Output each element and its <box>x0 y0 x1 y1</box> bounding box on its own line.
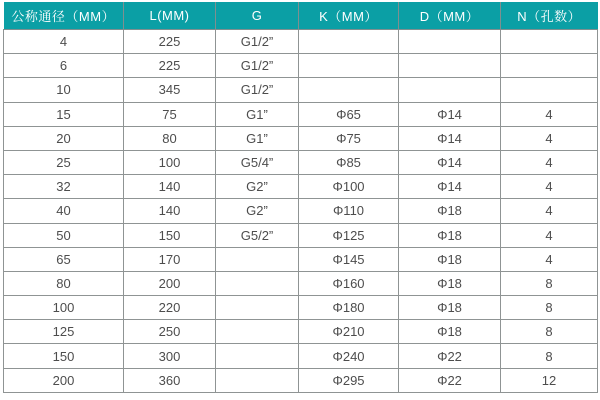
table-cell: 140 <box>124 199 216 223</box>
table-cell: Φ160 <box>299 271 399 295</box>
table-cell: 25 <box>4 150 124 174</box>
table-cell: 150 <box>124 223 216 247</box>
table-cell <box>501 30 598 54</box>
table-row <box>4 126 598 150</box>
column-header: G <box>216 2 299 30</box>
table-cell: Φ18 <box>399 320 501 344</box>
table-cell: Φ18 <box>399 271 501 295</box>
table-cell: 12 <box>501 368 598 392</box>
table-cell: 225 <box>124 30 216 54</box>
table-cell: Φ145 <box>299 247 399 271</box>
table-cell: Φ14 <box>399 150 501 174</box>
table-cell: 4 <box>501 223 598 247</box>
table-cell: G1/2” <box>216 54 299 78</box>
table-cell <box>216 320 299 344</box>
table-row <box>4 368 598 392</box>
table-cell: 4 <box>501 199 598 223</box>
table-row <box>4 54 598 78</box>
table-cell <box>299 78 399 102</box>
table-cell: 80 <box>4 271 124 295</box>
table-row <box>4 30 598 54</box>
table-cell <box>216 344 299 368</box>
table-cell: Φ22 <box>399 368 501 392</box>
table-cell <box>399 30 501 54</box>
table-cell: 4 <box>4 30 124 54</box>
table-cell: 150 <box>4 344 124 368</box>
table-cell: 4 <box>501 247 598 271</box>
table-cell: G1” <box>216 126 299 150</box>
table-cell: 40 <box>4 199 124 223</box>
table-row <box>4 320 598 344</box>
table-cell: 360 <box>124 368 216 392</box>
table-cell: Φ85 <box>299 150 399 174</box>
table-cell: Φ18 <box>399 223 501 247</box>
table-cell: 4 <box>501 150 598 174</box>
column-header: N（孔数） <box>501 2 598 30</box>
table-cell: G2” <box>216 199 299 223</box>
table-cell: Φ22 <box>399 344 501 368</box>
table-row <box>4 102 598 126</box>
column-header: L(MM) <box>124 2 216 30</box>
table-cell: 8 <box>501 271 598 295</box>
table-head <box>4 2 598 30</box>
spec-table <box>3 2 598 393</box>
table-cell: Φ210 <box>299 320 399 344</box>
table-cell: Φ180 <box>299 296 399 320</box>
table-cell <box>216 296 299 320</box>
table-cell: 125 <box>4 320 124 344</box>
table-cell: 8 <box>501 344 598 368</box>
table-cell: Φ14 <box>399 102 501 126</box>
table-row <box>4 344 598 368</box>
table-cell: Φ125 <box>299 223 399 247</box>
table-cell: Φ14 <box>399 175 501 199</box>
table-cell: 65 <box>4 247 124 271</box>
table-cell: 170 <box>124 247 216 271</box>
table-row <box>4 150 598 174</box>
table-cell: 15 <box>4 102 124 126</box>
table-cell <box>501 78 598 102</box>
table-cell: Φ18 <box>399 199 501 223</box>
table-cell: 32 <box>4 175 124 199</box>
table-cell: Φ110 <box>299 199 399 223</box>
table-cell: 4 <box>501 175 598 199</box>
table-cell <box>399 54 501 78</box>
table-row <box>4 271 598 295</box>
table-cell: G2” <box>216 175 299 199</box>
table-cell: Φ240 <box>299 344 399 368</box>
table-cell <box>501 54 598 78</box>
table-cell: G1” <box>216 102 299 126</box>
table-cell: 6 <box>4 54 124 78</box>
table-cell: Φ295 <box>299 368 399 392</box>
table-cell: G5/2” <box>216 223 299 247</box>
table-cell: 4 <box>501 126 598 150</box>
table-cell: 225 <box>124 54 216 78</box>
table-cell: 300 <box>124 344 216 368</box>
table-cell: G1/2” <box>216 78 299 102</box>
table-cell <box>299 54 399 78</box>
table-cell: 4 <box>501 102 598 126</box>
table-row <box>4 223 598 247</box>
table-cell: 345 <box>124 78 216 102</box>
table-cell: 10 <box>4 78 124 102</box>
table-cell: Φ14 <box>399 126 501 150</box>
table-cell: 75 <box>124 102 216 126</box>
table-cell: Φ75 <box>299 126 399 150</box>
table-cell: 100 <box>4 296 124 320</box>
column-header: 公称通径（MM） <box>4 2 124 30</box>
header-row <box>4 2 598 30</box>
table-row <box>4 78 598 102</box>
table-cell: 80 <box>124 126 216 150</box>
table-cell: 200 <box>4 368 124 392</box>
table-row <box>4 296 598 320</box>
table-cell: Φ100 <box>299 175 399 199</box>
table-cell: 220 <box>124 296 216 320</box>
table-cell: 20 <box>4 126 124 150</box>
table-cell <box>216 247 299 271</box>
table-cell: Φ18 <box>399 247 501 271</box>
column-header: D（MM） <box>399 2 501 30</box>
table-cell: G1/2” <box>216 30 299 54</box>
table-body <box>4 30 598 393</box>
table-cell <box>216 368 299 392</box>
table-cell: 140 <box>124 175 216 199</box>
table-cell <box>399 78 501 102</box>
table-row <box>4 247 598 271</box>
table-row <box>4 175 598 199</box>
table-row <box>4 199 598 223</box>
table-cell: 50 <box>4 223 124 247</box>
column-header: K（MM） <box>299 2 399 30</box>
table-cell <box>299 30 399 54</box>
table-cell <box>216 271 299 295</box>
table-cell: 8 <box>501 296 598 320</box>
table-cell: G5/4” <box>216 150 299 174</box>
table-cell: 200 <box>124 271 216 295</box>
table-cell: Φ65 <box>299 102 399 126</box>
table-cell: Φ18 <box>399 296 501 320</box>
table-cell: 100 <box>124 150 216 174</box>
table-cell: 250 <box>124 320 216 344</box>
table-cell: 8 <box>501 320 598 344</box>
